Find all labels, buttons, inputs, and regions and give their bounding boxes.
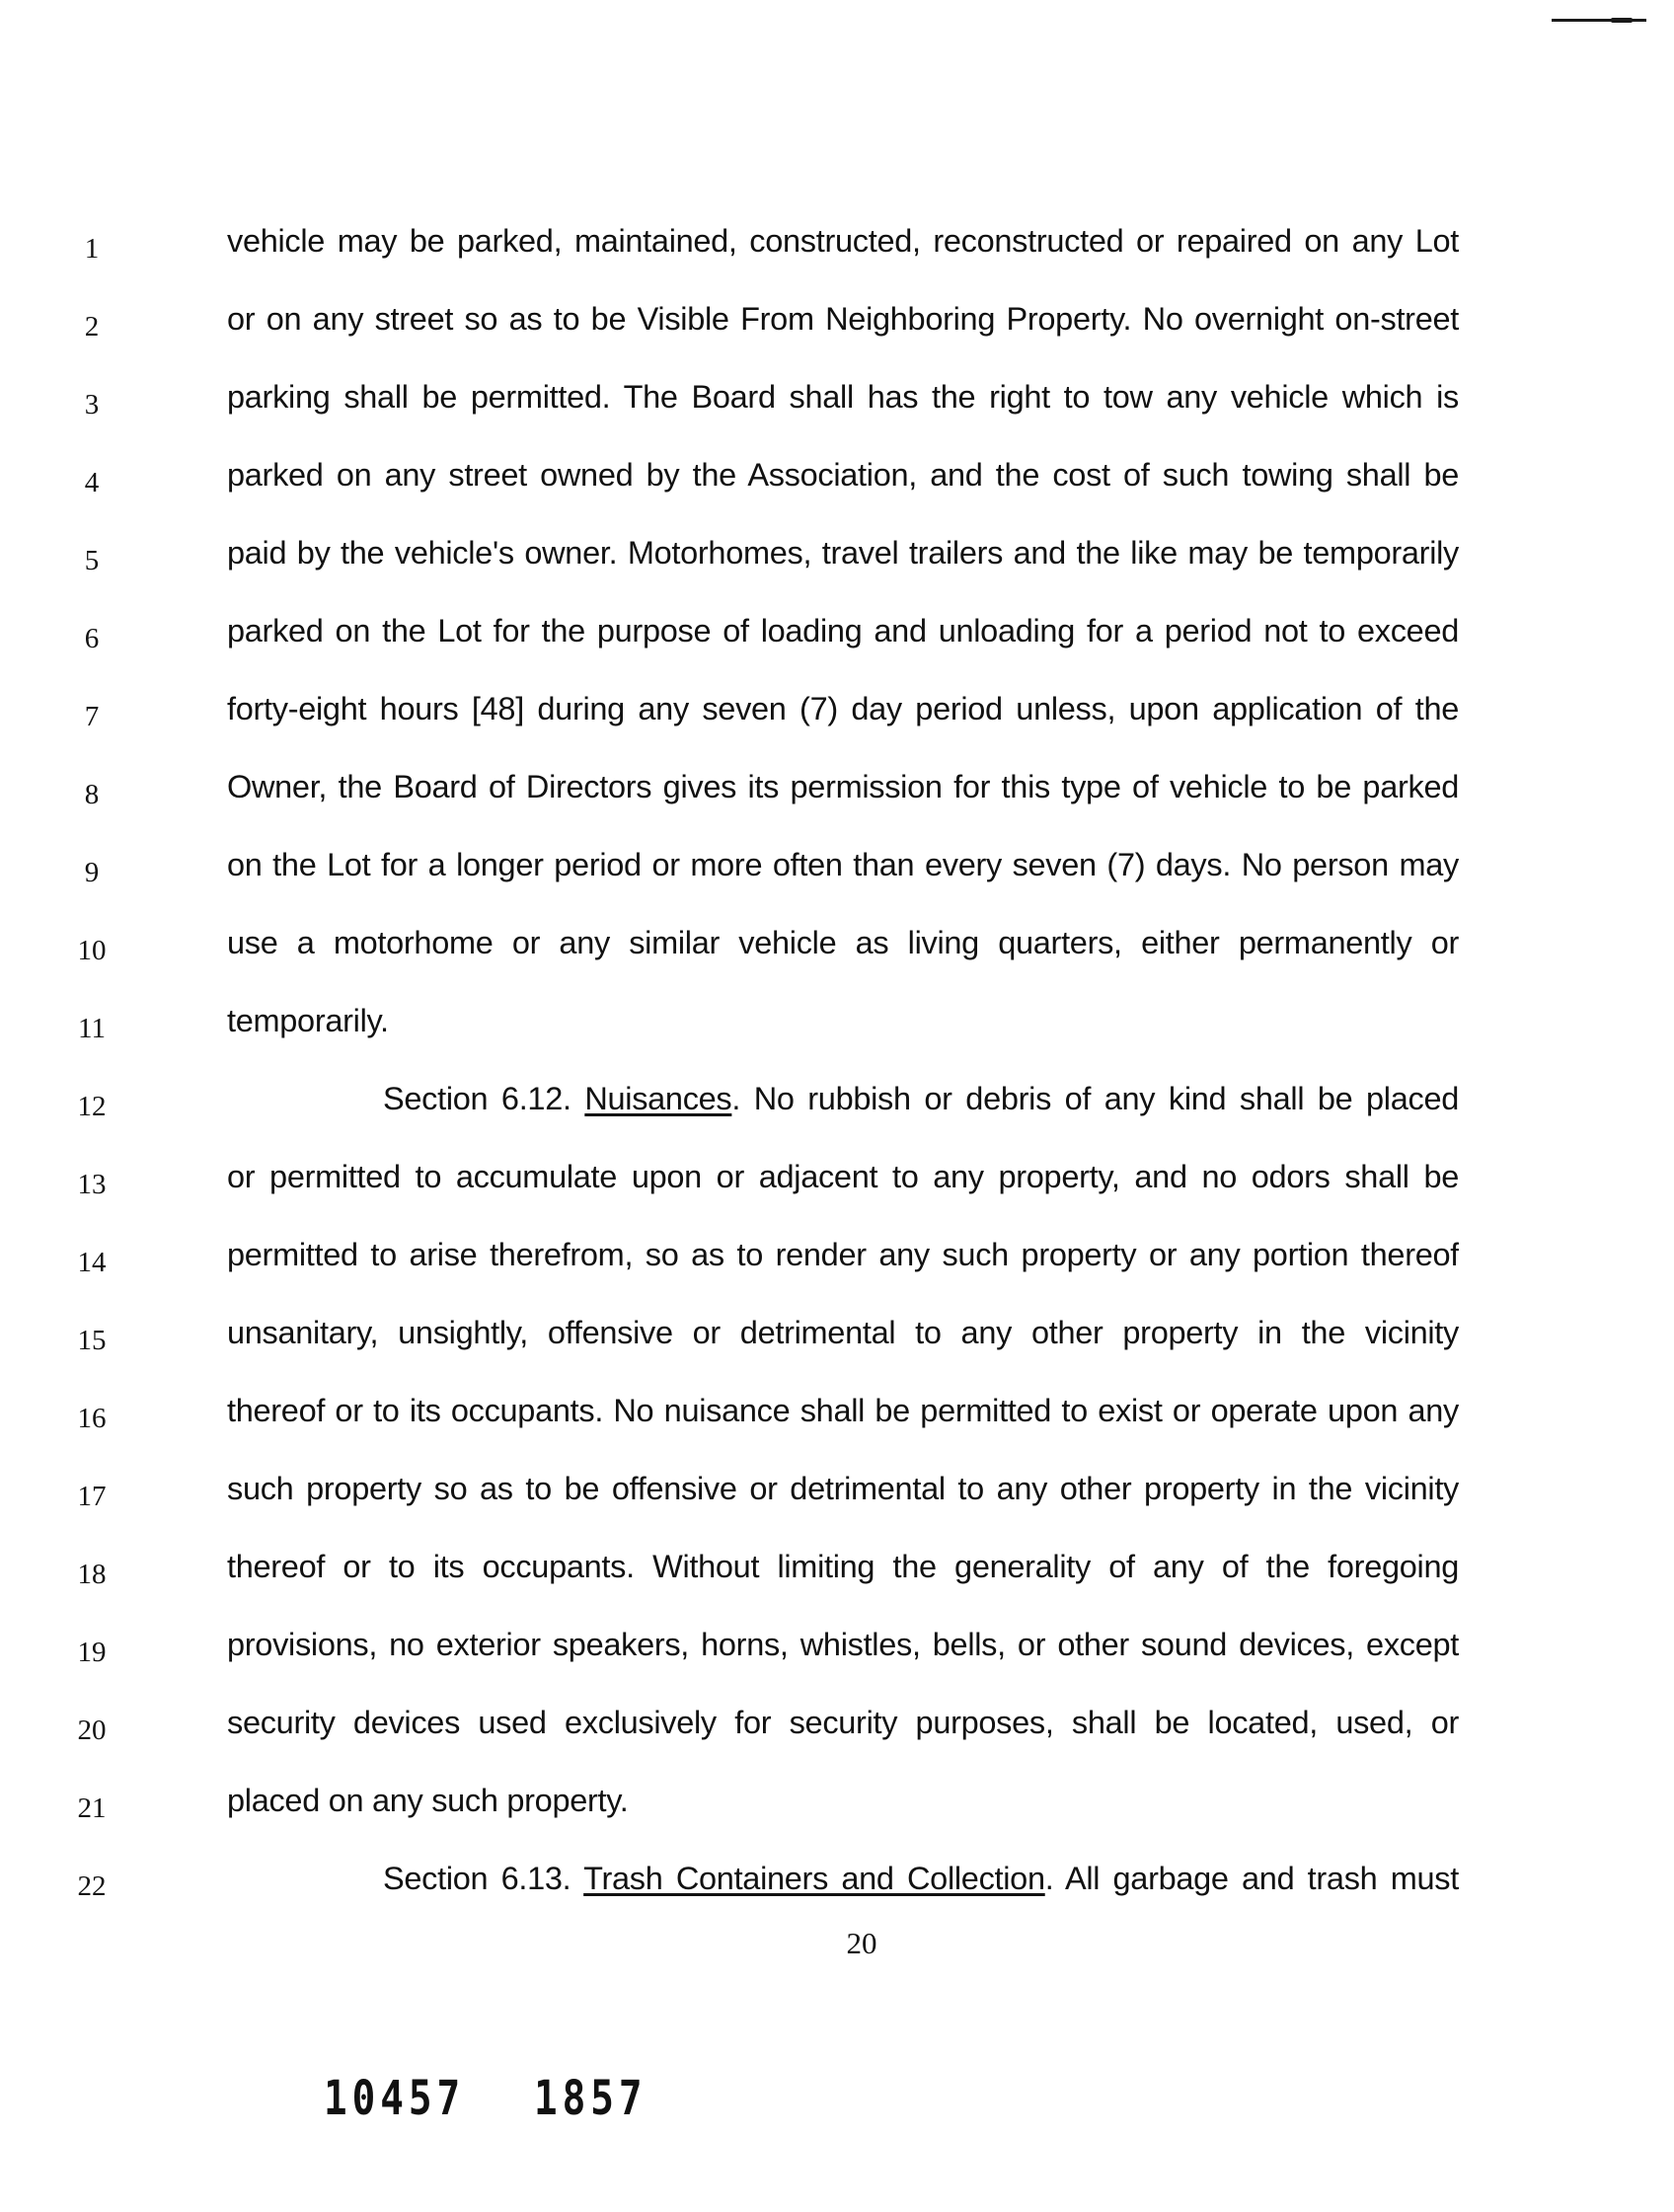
line-number: 16 — [77, 1403, 107, 1434]
line-number: 3 — [84, 389, 100, 420]
line-text: or on any street so as to be Visible From Neighboring Property. No overnight on-street — [227, 301, 1459, 337]
numbered-line — [0, 202, 1674, 280]
section-number: Section 6.12. — [383, 1081, 585, 1116]
line-text: Owner, the Board of Directors gives its permission for this type of vehicle to be parked — [227, 769, 1459, 804]
line-text: unsanitary, unsightly, offensive or detrimental to any other property in the vicinity — [227, 1315, 1459, 1350]
line-number: 4 — [84, 467, 100, 498]
section-heading-line — [227, 1060, 1459, 1138]
line-text: on the Lot for a longer period or more often than every seven (7) days. No person may — [227, 847, 1459, 882]
line-number: 9 — [84, 857, 100, 888]
line-number: 11 — [78, 1013, 106, 1044]
recording-book-number: 10457 — [324, 2071, 466, 2126]
numbered-line — [0, 1294, 1674, 1372]
line-text: parked on any street owned by the Association, and the cost of such towing shall be — [227, 457, 1459, 493]
line-number: 13 — [77, 1169, 107, 1200]
numbered-line — [0, 1840, 1674, 1918]
line-text: use a motorhome or any similar vehicle as living quarters, either permanently or — [227, 925, 1459, 960]
line-number: 8 — [84, 779, 100, 810]
line-number: 2 — [84, 311, 100, 343]
line-text: security devices used exclusively for security purposes, shall be located, used, or — [227, 1705, 1459, 1740]
line-text: parking shall be permitted. The Board shall has the right to tow any vehicle which is — [227, 379, 1459, 415]
line-text: . All garbage and trash must — [1044, 1861, 1459, 1896]
numbered-line — [0, 436, 1674, 514]
numbered-line — [0, 1528, 1674, 1606]
line-number: 14 — [77, 1247, 107, 1278]
numbered-line — [0, 280, 1674, 358]
numbered-line — [0, 514, 1674, 592]
line-text: paid by the vehicle's owner. Motorhomes, travel trailers and the like may be temporarily — [227, 535, 1459, 571]
line-number: 17 — [77, 1481, 107, 1512]
line-text: permitted to arise therefrom, so as to render any such property or any portion thereof — [227, 1237, 1459, 1272]
numbered-line — [0, 982, 1674, 1060]
line-text: vehicle may be parked, maintained, constructed, reconstructed or repaired on any Lot — [227, 223, 1459, 259]
line-number: 7 — [84, 701, 100, 732]
line-text: or permitted to accumulate upon or adjacent to any property, and no odors shall be — [227, 1159, 1459, 1194]
numbered-line — [0, 1450, 1674, 1528]
line-text: placed on any such property. — [227, 1783, 629, 1818]
numbered-line — [0, 748, 1674, 826]
line-text: parked on the Lot for the purpose of loading and unloading for a period not to exceed — [227, 613, 1459, 648]
numbered-line — [0, 826, 1674, 904]
line-number: 15 — [77, 1325, 107, 1356]
line-number: 5 — [84, 545, 100, 576]
numbered-line — [0, 1606, 1674, 1684]
numbered-line — [0, 670, 1674, 748]
line-number: 22 — [77, 1870, 107, 1902]
line-number: 19 — [77, 1637, 107, 1668]
section-title: Trash Containers and Collection — [583, 1861, 1045, 1896]
section-number: Section 6.13. — [383, 1861, 584, 1896]
line-number: 12 — [77, 1091, 107, 1122]
page-number: 20 — [846, 1926, 877, 1960]
line-number: 21 — [77, 1792, 107, 1824]
numbered-line — [0, 592, 1674, 670]
numbered-line — [0, 1060, 1674, 1138]
line-text: forty-eight hours [48] during any seven (7) day period unless, upon application of the — [227, 691, 1459, 726]
line-number: 10 — [77, 935, 107, 966]
numbered-line — [0, 1372, 1674, 1450]
numbered-line — [0, 1138, 1674, 1216]
numbered-line — [0, 358, 1674, 436]
numbered-line — [0, 1684, 1674, 1762]
line-text: provisions, no exterior speakers, horns, whistles, bells, or other sound devices, except — [227, 1627, 1459, 1662]
line-text: . No rubbish or debris of any kind shall be placed — [731, 1081, 1459, 1116]
section-title: Nuisances — [584, 1081, 732, 1116]
line-text: such property so as to be offensive or detrimental to any other property in the vicinity — [227, 1471, 1459, 1506]
line-text: thereof or to its occupants. No nuisance shall be permitted to exist or operate upon any — [227, 1393, 1459, 1428]
numbered-line — [0, 904, 1674, 982]
line-number: 18 — [77, 1559, 107, 1590]
line-number: 6 — [84, 623, 100, 654]
line-number: 20 — [77, 1715, 107, 1746]
scan-edge-mark — [1552, 19, 1646, 22]
recording-page-number: 1857 — [534, 2071, 647, 2126]
line-text: thereof or to its occupants. Without limiting the generality of any of the foregoing — [227, 1549, 1459, 1584]
numbered-line — [0, 1216, 1674, 1294]
section-heading-line — [227, 1840, 1459, 1918]
line-number: 1 — [84, 233, 100, 265]
numbered-line — [0, 1762, 1674, 1840]
line-text: temporarily. — [227, 1003, 389, 1038]
